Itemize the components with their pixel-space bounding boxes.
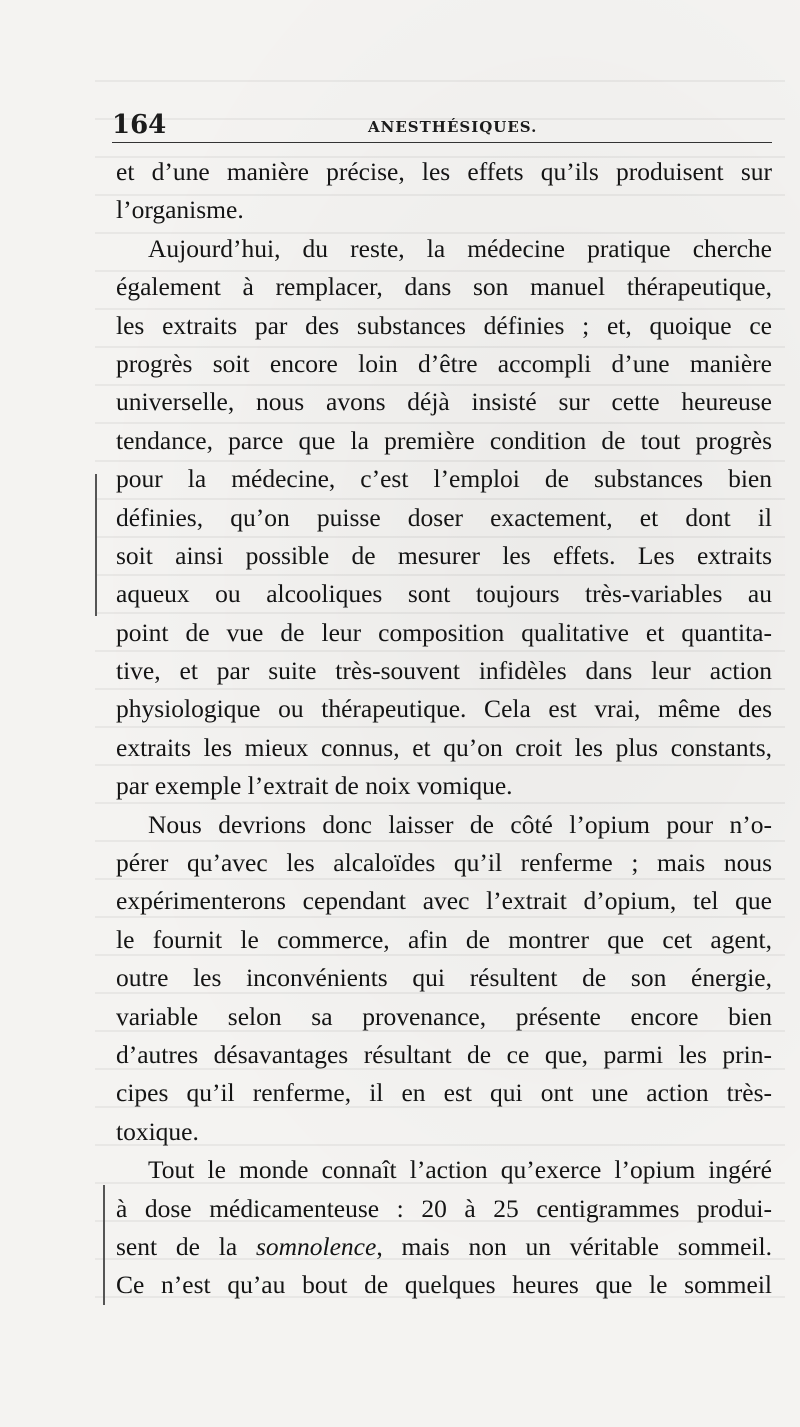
text-line: les extraits par des substances définies ; et, quoique ce [116, 310, 772, 340]
text-line: universelle, nous avons déjà insisté sur cette heureuse [116, 387, 772, 417]
running-header [112, 108, 772, 143]
margin-pencil-mark [103, 1185, 105, 1305]
running-title: ANESTHÉSIQUES. [368, 118, 538, 136]
text-line: toxique. [116, 1116, 199, 1146]
text-line: progrès soit encore loin d’être accompli d’une manière [116, 348, 772, 378]
text-line: pérer qu’avec les alcaloïdes qu’il renferme ; mais nous [116, 848, 772, 878]
text-line: par exemple l’extrait de noix vomique. [116, 771, 513, 801]
text-line: expérimenterons cependant avec l’extrait d’opium, tel que [116, 886, 772, 916]
text-line: aqueux ou alcooliques sont toujours très-variables au [116, 579, 772, 609]
text-line: Ce n’est qu’au bout de quelques heures que le sommeil [116, 1270, 772, 1300]
text-line: Aujourd’hui, du reste, la médecine pratique cherche [148, 233, 772, 263]
text-line: d’autres désavantages résultant de ce que, parmi les prin- [116, 1039, 772, 1069]
text-line: physiologique ou thérapeutique. Cela est vrai, même des [116, 694, 772, 724]
text-line: à dose médicamenteuse : 20 à 25 centigrammes produi- [116, 1193, 772, 1223]
text-line: tive, et par suite très-souvent infidèles dans leur action [116, 656, 772, 686]
text-line: l’organisme. [116, 195, 244, 225]
text-line: tendance, parce que la première condition de tout progrès [116, 425, 772, 455]
text-line [116, 1228, 772, 1266]
text-line: point de vue de leur composition qualitative et quantita- [116, 617, 772, 647]
text-line: cipes qu’il renferme, il en est qui ont une action très- [116, 1078, 772, 1108]
text-line: également à remplacer, dans son manuel thérapeutique, [116, 272, 772, 302]
margin-pencil-mark [95, 474, 97, 616]
italic-word: somnolence [255, 1231, 377, 1261]
text-line: définies, qu’on puisse doser exactement, et dont il [116, 502, 772, 532]
body-text [116, 153, 772, 1305]
text-line: extraits les mieux connus, et qu’on croit les plus constants, [116, 732, 772, 762]
text-line: variable selon sa provenance, présente encore bien [116, 1001, 772, 1031]
page-number: 164 [112, 110, 167, 140]
text-line: et d’une manière précise, les effets qu’ils produisent sur [116, 157, 772, 186]
text-line: pour la médecine, c’est l’emploi de substances bien [116, 464, 772, 494]
text-line: le fournit le commerce, afin de montrer que cet agent, [116, 924, 772, 954]
text-fragment: , mais non un véritable sommeil. [376, 1231, 772, 1261]
text-line: Tout le monde connaît l’action qu’exerce l’opium ingéré [148, 1155, 772, 1185]
text-line: outre les inconvénients qui résultent de son énergie, [116, 963, 772, 993]
text-fragment: sent de la [116, 1231, 256, 1261]
text-line: soit ainsi possible de mesurer les effets. Les extraits [116, 540, 772, 570]
text-line: Nous devrions donc laisser de côté l’opium pour n’o- [148, 809, 772, 839]
